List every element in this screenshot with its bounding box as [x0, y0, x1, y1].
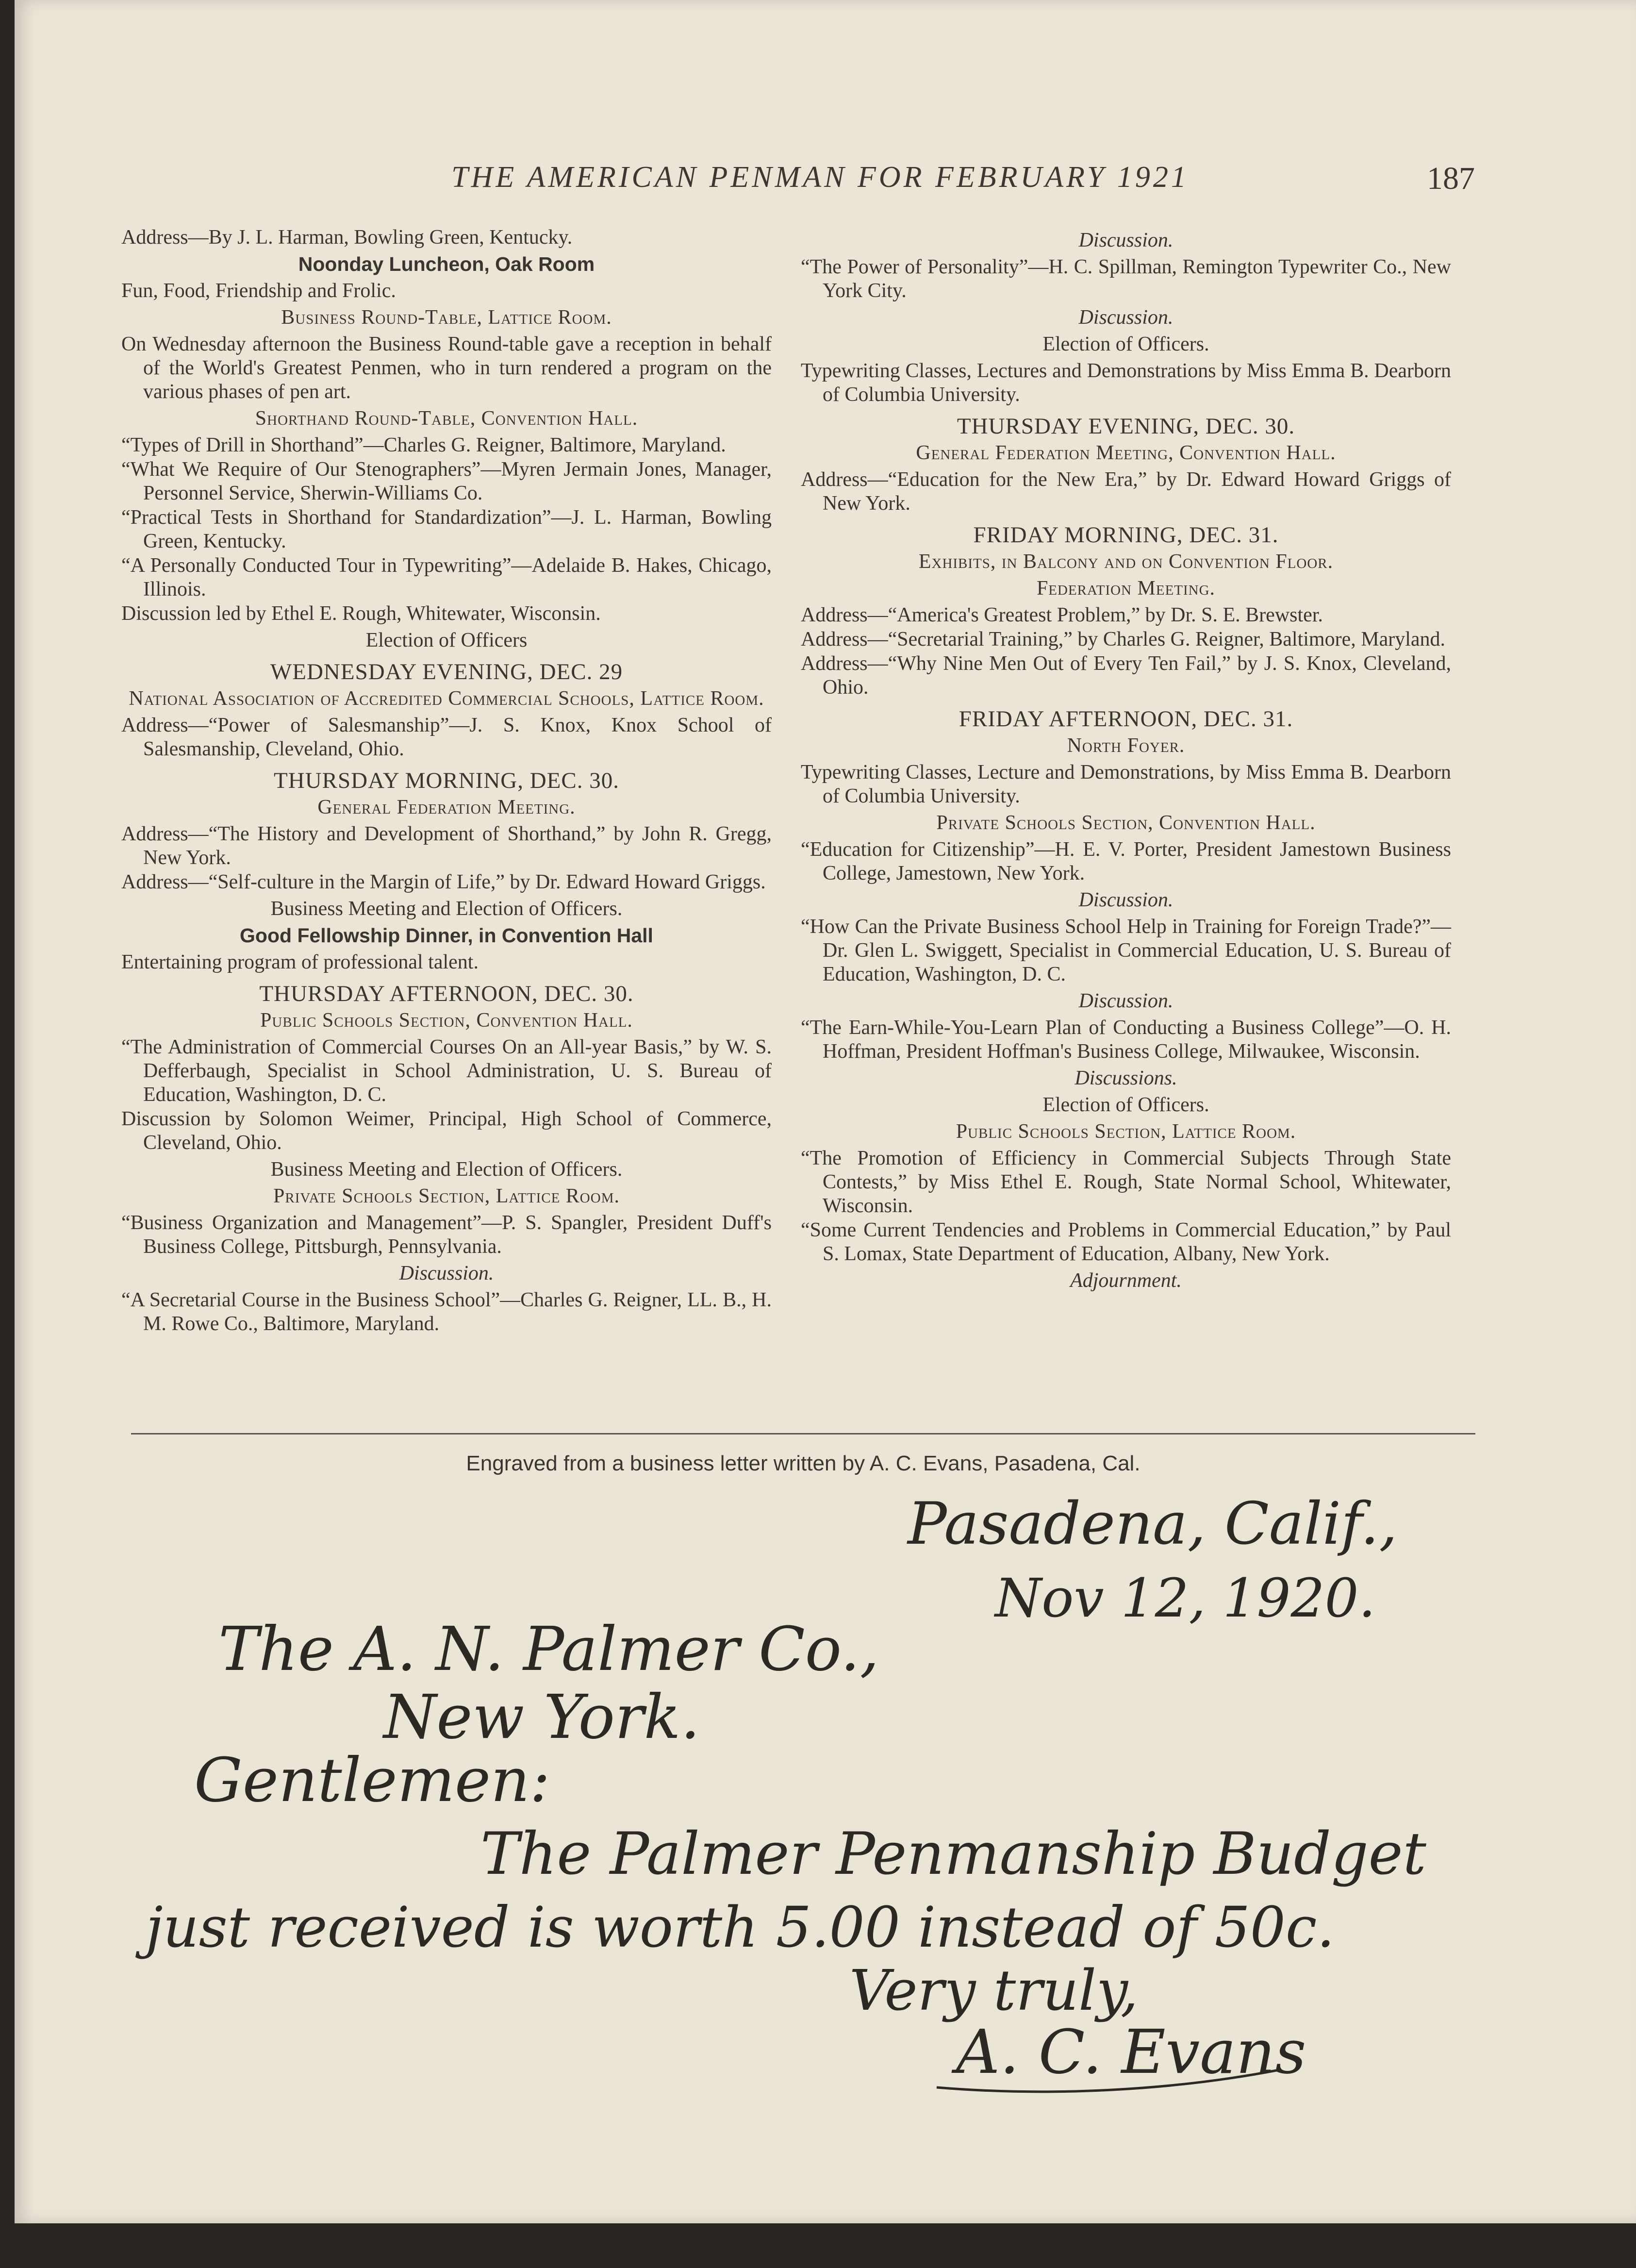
section-heading: Noonday Luncheon, Oak Room — [298, 253, 595, 275]
subheading: Federation Meeting. — [1036, 577, 1216, 600]
program-entry: Address—“Power of Salesmanship”—J. S. Knox, Knox School of Salesmanship, Cleveland, Ohio. — [121, 714, 772, 760]
subheading: Election of Officers. — [1042, 1094, 1209, 1116]
subheading: Private Schools Section, Lattice Room. — [273, 1185, 620, 1207]
section-heading: THURSDAY AFTERNOON, DEC. 30. — [259, 981, 634, 1006]
letter-place: Pasadena, Calif., — [908, 1495, 1398, 1558]
letter-addressee: The A. N. Palmer Co., — [218, 1614, 879, 1684]
program-entry: Entertaining program of professional talent. — [121, 951, 479, 973]
program-entry: “Some Current Tendencies and Problems in Commercial Education,” by Paul S. Lomax, State Department of Education, Albany, New York. — [801, 1219, 1451, 1265]
program-entry: Address—“Secretarial Training,” by Charles G. Reigner, Baltimore, Maryland. — [801, 628, 1446, 650]
letter-body-line2: just received is worth 5.00 instead of 50c. — [146, 1895, 1335, 1960]
subheading: Discussions. — [1074, 1067, 1177, 1089]
subheading: Election of Officers. — [1042, 333, 1209, 355]
program-entry: Address—By J. L. Harman, Bowling Green, Kentucky. — [121, 226, 573, 249]
subheading: Business Meeting and Election of Officers. — [270, 1158, 623, 1181]
letter-body-line1: The Palmer Penmanship Budget — [480, 1820, 1426, 1888]
program-entry: “Practical Tests in Shorthand for Standardization”—J. L. Harman, Bowling Green, Kentucky. — [121, 506, 772, 552]
subheading: Exhibits, in Balcony and on Convention Floor. — [918, 550, 1334, 573]
program-entry: On Wednesday afternoon the Business Round-table gave a reception in behalf of the World's Greatest Penmen, who in turn rendered a program on the various phases of pen art. — [121, 333, 772, 403]
section-rule — [131, 1433, 1475, 1434]
letter-signature: A. C. Evans — [956, 2017, 1306, 2087]
letter-city: New York. — [383, 1682, 700, 1752]
subheading: Discussion. — [399, 1262, 494, 1284]
handwritten-letter — [131, 1495, 1538, 2102]
program-entry: “Education for Citizenship”—H. E. V. Porter, President Jamestown Business College, Jamestown, New York. — [801, 838, 1451, 884]
program-entry: “How Can the Private Business School Help in Training for Foreign Trade?”—Dr. Glen L. Swiggett, Specialist in Commercial Education, U. S. Bureau of Education, Washington, D. C. — [801, 916, 1451, 985]
subheading: General Federation Meeting. — [317, 796, 576, 818]
subheading: North Foyer. — [1067, 734, 1185, 757]
running-head — [15, 160, 1636, 204]
program-entry: Address—“Self-culture in the Margin of Life,” by Dr. Edward Howard Griggs. — [121, 871, 766, 893]
letter-salutation: Gentlemen: — [194, 1745, 550, 1816]
program-entry: Address—“The History and Development of Shorthand,” by John R. Gregg, New York. — [121, 823, 772, 869]
program-entry: “The Earn-While-You-Learn Plan of Conducting a Business College”—O. H. Hoffman, President Hoffman's Business College, Milwaukee, Wisconsin. — [801, 1017, 1451, 1063]
program-entry: Typewriting Classes, Lectures and Demonstrations by Miss Emma B. Dearborn of Columbia University. — [801, 360, 1451, 406]
program-entry: “Business Organization and Management”—P. S. Spangler, President Duff's Business College, Pittsburgh, Pennsylvania. — [121, 1212, 772, 1258]
subheading: Election of Officers — [365, 629, 528, 651]
subheading: National Association of Accredited Commercial Schools, Lattice Room. — [129, 687, 764, 710]
subheading: Discussion. — [1078, 306, 1173, 329]
program-entry: “Types of Drill in Shorthand”—Charles G. Reigner, Baltimore, Maryland. — [121, 434, 726, 456]
subheading: Business Round-Table, Lattice Room. — [281, 306, 612, 329]
program-entry: “The Promotion of Efficiency in Commercial Subjects Through State Contests,” by Miss Ethel E. Rough, State Normal School, Whitewater, Wisconsin. — [801, 1147, 1451, 1217]
section-heading: FRIDAY MORNING, DEC. 31. — [973, 522, 1279, 548]
program-entry: Discussion by Solomon Weimer, Principal, High School of Commerce, Cleveland, Ohio. — [121, 1108, 772, 1154]
subheading: Public Schools Section, Lattice Room. — [956, 1120, 1296, 1143]
page-number: 187 — [1427, 161, 1475, 196]
page — [15, 0, 1636, 2223]
section-heading: WEDNESDAY EVENING, DEC. 29 — [270, 659, 623, 684]
program-entry: “The Power of Personality”—H. C. Spillman, Remington Typewriter Co., New York City. — [801, 256, 1451, 302]
section-heading: THURSDAY EVENING, DEC. 30. — [957, 414, 1295, 439]
letter-engraving — [131, 1495, 1538, 2102]
program-entry: “The Administration of Commercial Courses On an All-year Basis,” by W. S. Defferbaugh, Specialist in School Administration, U. S. Bureau of Education, Washington, D. C. — [121, 1036, 772, 1106]
program-entry: Address—“America's Greatest Problem,” by Dr. S. E. Brewster. — [801, 604, 1323, 626]
program-entry: Discussion led by Ethel E. Rough, Whitewater, Wisconsin. — [121, 602, 601, 625]
program-entry: Fun, Food, Friendship and Frolic. — [121, 280, 396, 302]
right-column — [801, 226, 1451, 1296]
running-title: THE AMERICAN PENMAN FOR FEBRUARY 1921 — [451, 161, 1189, 194]
program-entry: Typewriting Classes, Lecture and Demonstrations, by Miss Emma B. Dearborn of Columbia University. — [801, 761, 1451, 807]
program-entry: “A Secretarial Course in the Business School”—Charles G. Reigner, LL. B., H. M. Rowe Co., Baltimore, Maryland. — [121, 1289, 772, 1335]
subheading: Private Schools Section, Convention Hall. — [936, 812, 1316, 834]
subheading: Public Schools Section, Convention Hall. — [260, 1009, 633, 1032]
subheading: Discussion. — [1078, 889, 1173, 911]
subheading: Discussion. — [1078, 229, 1173, 251]
subheading: Business Meeting and Election of Officers. — [270, 898, 623, 920]
letter-closing: Very truly, — [849, 1958, 1139, 2023]
subheading: General Federation Meeting, Convention Hall. — [916, 442, 1336, 464]
subheading: Discussion. — [1078, 990, 1173, 1012]
engraving-caption: Engraved from a business letter written by A. C. Evans, Pasadena, Cal. — [466, 1451, 1140, 1475]
program-entry: “A Personally Conducted Tour in Typewriting”—Adelaide B. Hakes, Chicago, Illinois. — [121, 554, 772, 600]
letter-date: Nov 12, 1920. — [995, 1567, 1376, 1629]
section-heading: FRIDAY AFTERNOON, DEC. 31. — [958, 706, 1293, 732]
subheading: Shorthand Round-Table, Convention Hall. — [255, 407, 638, 430]
section-heading: Good Fellowship Dinner, in Convention Hall — [240, 924, 653, 947]
program-entry: Address—“Why Nine Men Out of Every Ten Fail,” by J. S. Knox, Cleveland, Ohio. — [801, 652, 1451, 699]
program-entry: Address—“Education for the New Era,” by Dr. Edward Howard Griggs of New York. — [801, 468, 1451, 515]
subheading: Adjournment. — [1070, 1269, 1182, 1292]
left-column — [121, 226, 772, 1336]
section-heading: THURSDAY MORNING, DEC. 30. — [274, 768, 619, 793]
program-entry: “What We Require of Our Stenographers”—Myren Jermain Jones, Manager, Personnel Service, Sherwin-Williams Co. — [121, 458, 772, 504]
